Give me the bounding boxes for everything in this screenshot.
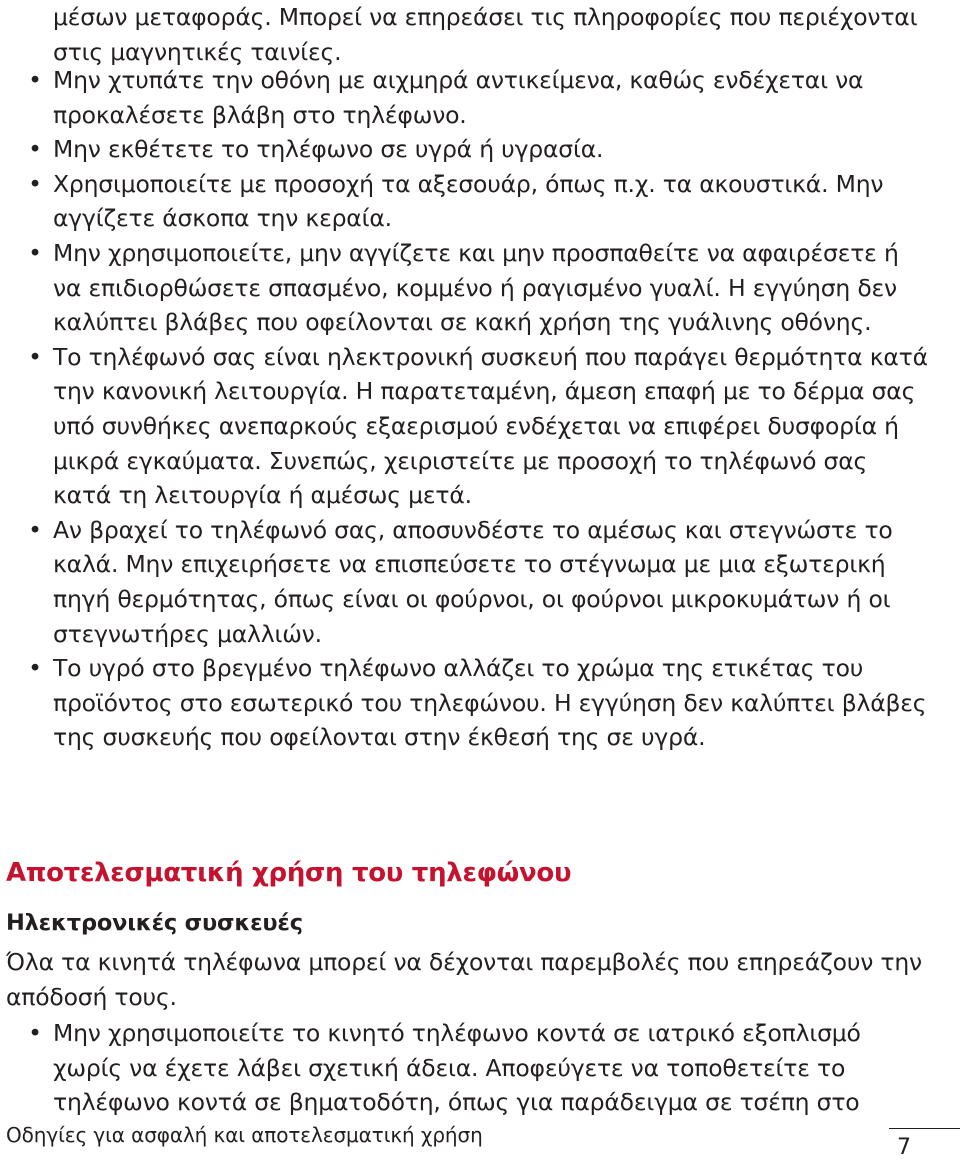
list-item <box>0 236 930 340</box>
list-item <box>0 1016 930 1120</box>
list-item-text: Το τηλέφωνό σας είναι ηλεκτρονική συσκευή που παράγει θερμότητα κατά την κανονική λειτουργία. Η παρατεταμένη, άμεση επαφή με το δέρμα σας υπό συνθήκες ανεπαρκούς εξαερισμού ενδέχεται να επιφέρει δυσφορία ή μικρά εγκαύματα. Συνεπώς, χειριστείτε με προσοχή το τηλέφωνό σας κατά τη λειτουργία ή αμέσως μετά. <box>53 342 928 510</box>
subsection-title: Ηλεκτρονικές συσκευές <box>6 910 303 936</box>
section-title: Αποτελεσματική χρήση του τηλεφώνου <box>6 858 572 888</box>
bullet-icon: • <box>28 342 42 371</box>
page-number: 7 <box>897 1135 911 1160</box>
bullet-icon: • <box>28 169 42 198</box>
footer-section-label: Οδηγίες για ασφαλή και αποτελεσματική χρήση <box>6 1123 483 1147</box>
list-item-text: Μην χρησιμοποιείτε το κινητό τηλέφωνο κοντά σε ιατρικό εξοπλισμό χωρίς να έχετε λάβει σχετική άδεια. Αποφεύγετε να τοποθετείτε το τηλέφωνο κοντά σε βηματοδότη, όπως για παράδειγμα σε τσέπη στο <box>53 1019 861 1117</box>
list-item-text: Μην χτυπάτε την οθόνη με αιχμηρά αντικείμενα, καθώς ενδέχεται να προκαλέσετε βλάβη στο τηλέφωνο. <box>53 66 864 129</box>
intro-paragraph: Όλα τα κινητά τηλέφωνα μπορεί να δέχονται παρεμβολές που επηρεάζουν την απόδοσή τους. <box>6 948 922 1011</box>
footer-divider <box>889 1128 960 1129</box>
electronic-devices-bullet-list <box>0 1016 930 1120</box>
bullet-icon: • <box>28 238 42 267</box>
bullet-icon: • <box>28 135 42 164</box>
bullet-icon: • <box>28 515 42 544</box>
safety-bullet-list <box>0 63 930 755</box>
list-item-text: Χρησιμοποιείτε με προσοχή τα αξεσουάρ, όπως π.χ. τα ακουστικά. Μην αγγίζετε άσκοπα την κεραία. <box>53 169 884 233</box>
list-item <box>0 63 930 132</box>
bullet-icon: • <box>28 1019 42 1047</box>
bullet-icon: • <box>28 66 42 94</box>
list-item-text: Αν βραχεί το τηλέφωνό σας, αποσυνδέστε το αμέσως και στεγνώστε το καλά. Μην επιχειρήσετε να επισπεύσετε το στέγνωμα με μια εξωτερική πηγή θερμότητας, όπως είναι οι φούρνοι, οι φούρνοι μικροκυμάτων ή οι στεγνωτήρες μαλλιών. <box>53 515 893 648</box>
list-item <box>0 132 930 167</box>
list-item-text: Το υγρό στο βρεγμένο τηλέφωνο αλλάζει το χρώμα της ετικέτας του προϊόντος στο εσωτερικό του τηλεφώνου. Η εγγύηση δεν καλύπτει βλάβες της συσκευής που οφείλονται στην έκθεσή της σε υγρά. <box>53 654 927 752</box>
list-item-text: Μην χρησιμοποιείτε, μην αγγίζετε και μην προσπαθείτε να αφαιρέσετε ή να επιδιορθώσετε σπασμένο, κομμένο ή ραγισμένο γυαλί. Η εγγύηση δεν καλύπτει βλάβες που οφείλονται σε κακή χρήση της γυάλινης οθόνης. <box>53 238 899 337</box>
list-item-text: Μην εκθέτετε το τηλέφωνο σε υγρά ή υγρασία. <box>53 135 604 164</box>
list-item <box>0 167 930 236</box>
list-item <box>0 651 930 755</box>
continuation-paragraph: μέσων μεταφοράς. Μπορεί να επηρεάσει τις πληροφορίες που περιέχονται στις μαγνητικές ταινίες. <box>53 3 918 66</box>
list-item <box>0 513 930 651</box>
list-item <box>0 340 930 513</box>
bullet-icon: • <box>28 654 42 683</box>
